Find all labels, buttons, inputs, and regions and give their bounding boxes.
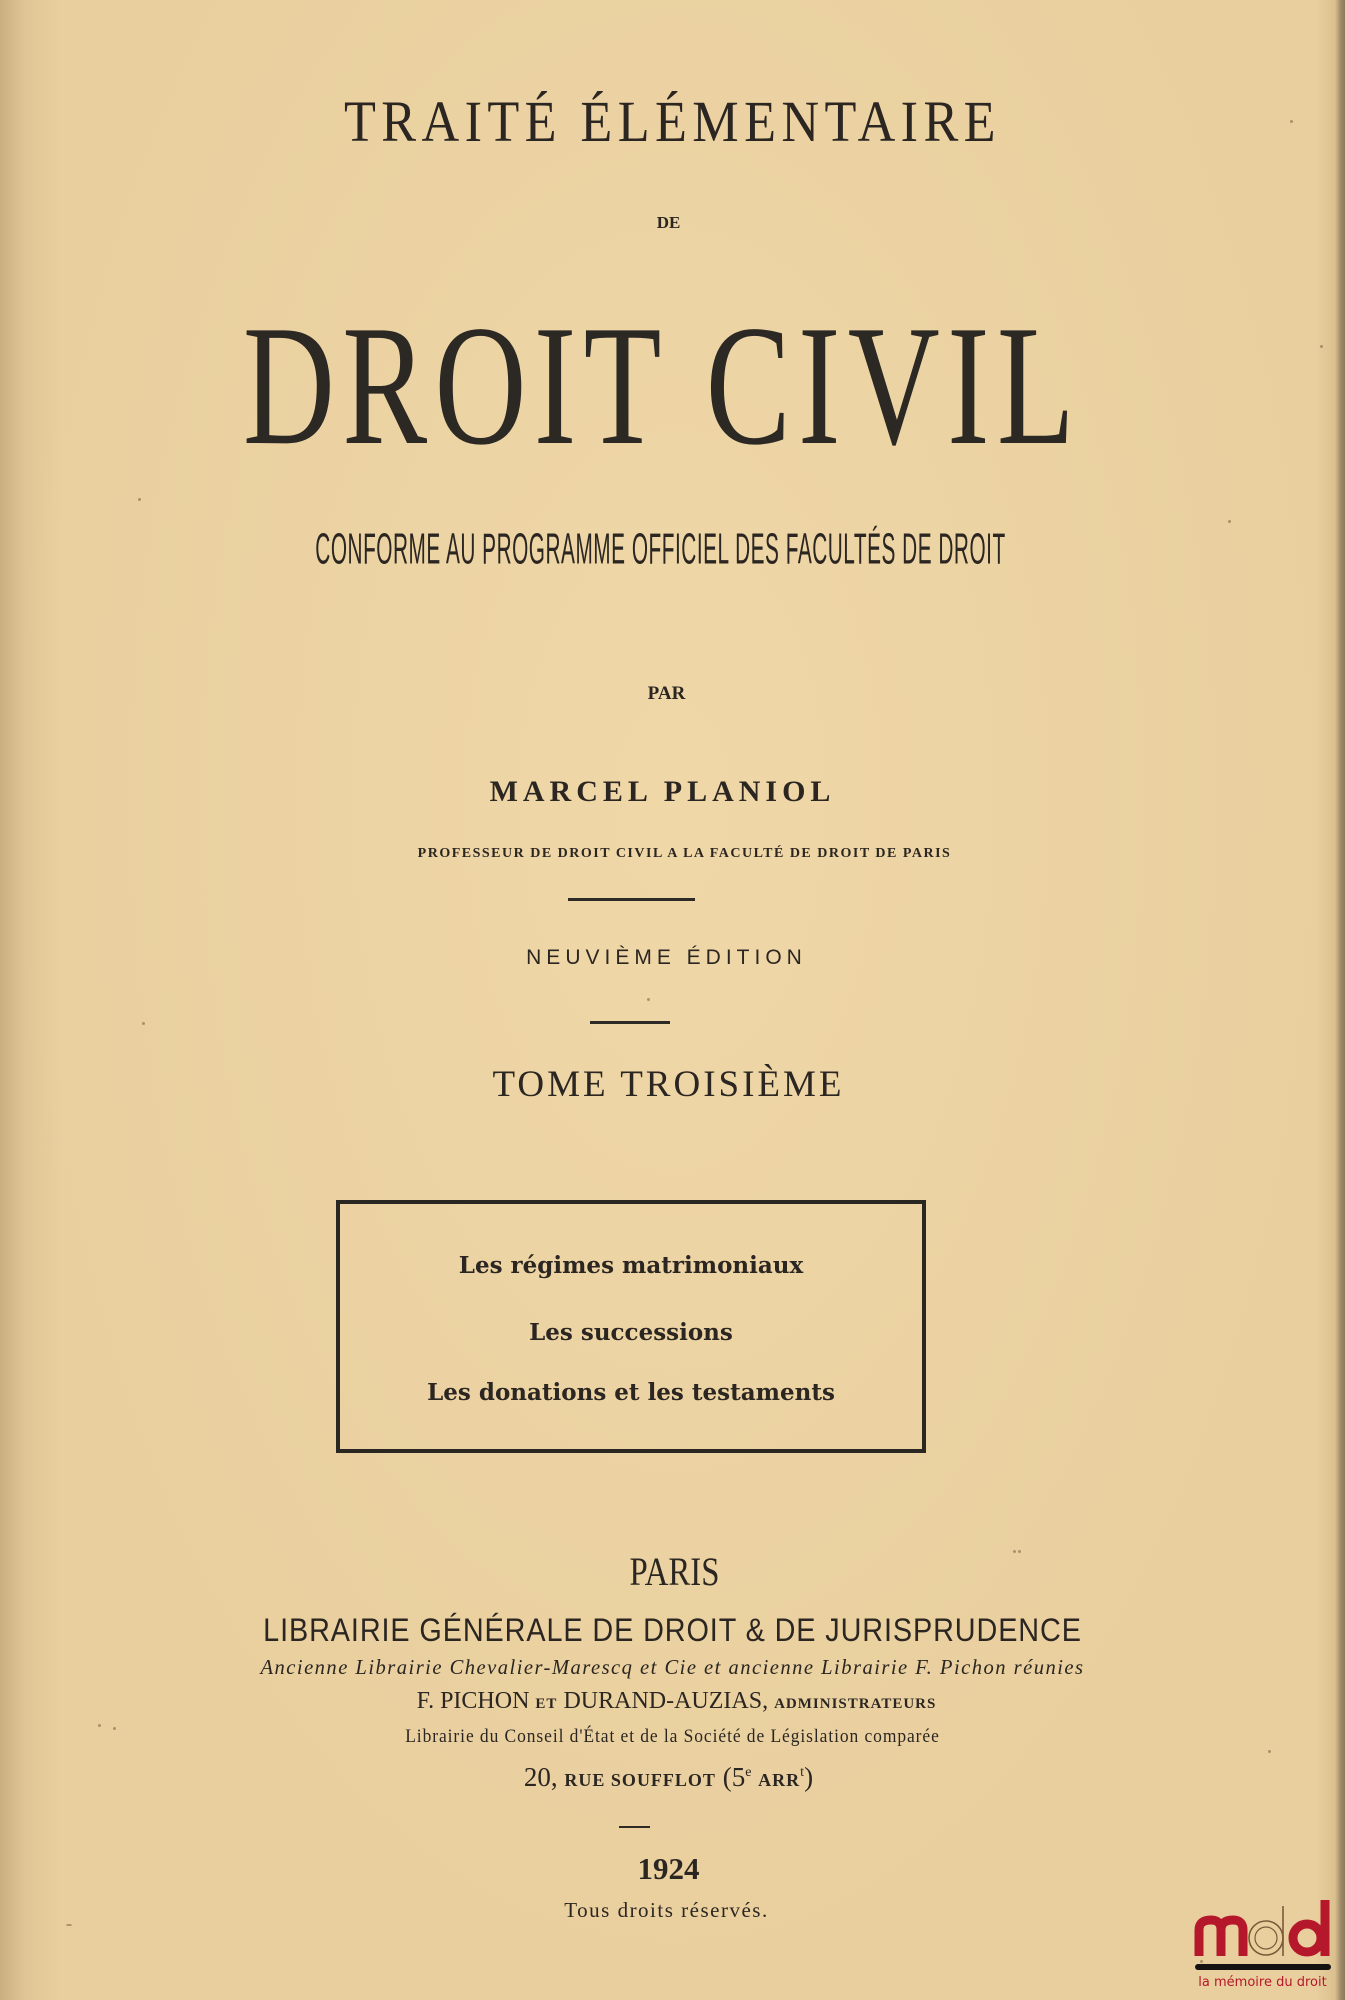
author-name: MARCEL PLANIOL	[489, 775, 836, 808]
mdd-tagline: la mémoire du droit	[1198, 1975, 1327, 1990]
contents-item: Les donations et les testaments	[427, 1379, 835, 1406]
contents-item: Les régimes matrimoniaux	[458, 1252, 804, 1279]
main-title: DROIT CIVIL	[242, 291, 1083, 481]
paper-speck	[138, 498, 141, 501]
rights-notice: Tous droits réservés.	[564, 1898, 769, 1922]
volume-label: TOME TROISIÈME	[492, 1064, 845, 1105]
district-label: ARR	[758, 1770, 801, 1790]
title-connector: DE	[656, 213, 681, 232]
edition-label: NEUVIÈME ÉDITION	[526, 946, 807, 969]
address-street: RUE SOUFFLOT	[564, 1770, 716, 1790]
publisher-affiliation: Librairie du Conseil d'État et de la Société de Législation comparée	[405, 1726, 940, 1747]
paper-speck	[142, 1022, 145, 1025]
administrator-name: DURAND-AUZIAS,	[563, 1688, 769, 1714]
separator-rule	[590, 1021, 670, 1024]
by-label: PAR	[647, 683, 686, 704]
district-open: (5	[722, 1762, 746, 1792]
district-sup: e	[745, 1765, 752, 1780]
paper-speck	[66, 1924, 72, 1926]
contents-item: Les successions	[529, 1319, 733, 1346]
mdd-watermark-logo	[1185, 1892, 1340, 2000]
separator-rule	[568, 898, 695, 901]
publisher-administrators	[4, 1688, 1345, 1715]
imprint-city: PARIS	[629, 1549, 720, 1594]
paper-speck	[1290, 120, 1293, 123]
separator-rule	[619, 1826, 650, 1828]
title-line-traite: TRAITÉ ÉLÉMENTAIRE	[344, 89, 1001, 154]
publisher-history: Ancienne Librairie Chevalier-Marescq et Cie et ancienne Librairie F. Pichon réunies	[260, 1655, 1085, 1679]
paper-speck	[1320, 345, 1323, 348]
subtitle: CONFORME AU PROGRAMME OFFICIEL DES FACULTÉS DE DROIT	[315, 524, 1006, 574]
publication-year: 1924	[637, 1851, 700, 1886]
paper-speck	[647, 998, 650, 1001]
district-sup2: t	[800, 1765, 805, 1780]
mdd-logo-icon	[1185, 1892, 1340, 1972]
paper-speck	[1228, 520, 1231, 523]
administrators-label: ADMINISTRATEURS	[774, 1696, 937, 1712]
address-district	[723, 1762, 813, 1792]
contents-box	[336, 1200, 926, 1453]
publisher-name: LIBRAIRIE GÉNÉRALE DE DROIT & DE JURISPRUDENCE	[263, 1612, 1082, 1648]
administrator-name: F. PICHON	[416, 1688, 530, 1714]
district-close: )	[804, 1762, 814, 1792]
administrator-connector: ET	[535, 1696, 558, 1712]
paper-speck	[1268, 1750, 1271, 1753]
address-number: 20,	[523, 1762, 558, 1792]
author-title: PROFESSEUR DE DROIT CIVIL A LA FACULTÉ DE DROIT DE PARIS	[417, 846, 952, 861]
publisher-address	[0, 1762, 1341, 1793]
